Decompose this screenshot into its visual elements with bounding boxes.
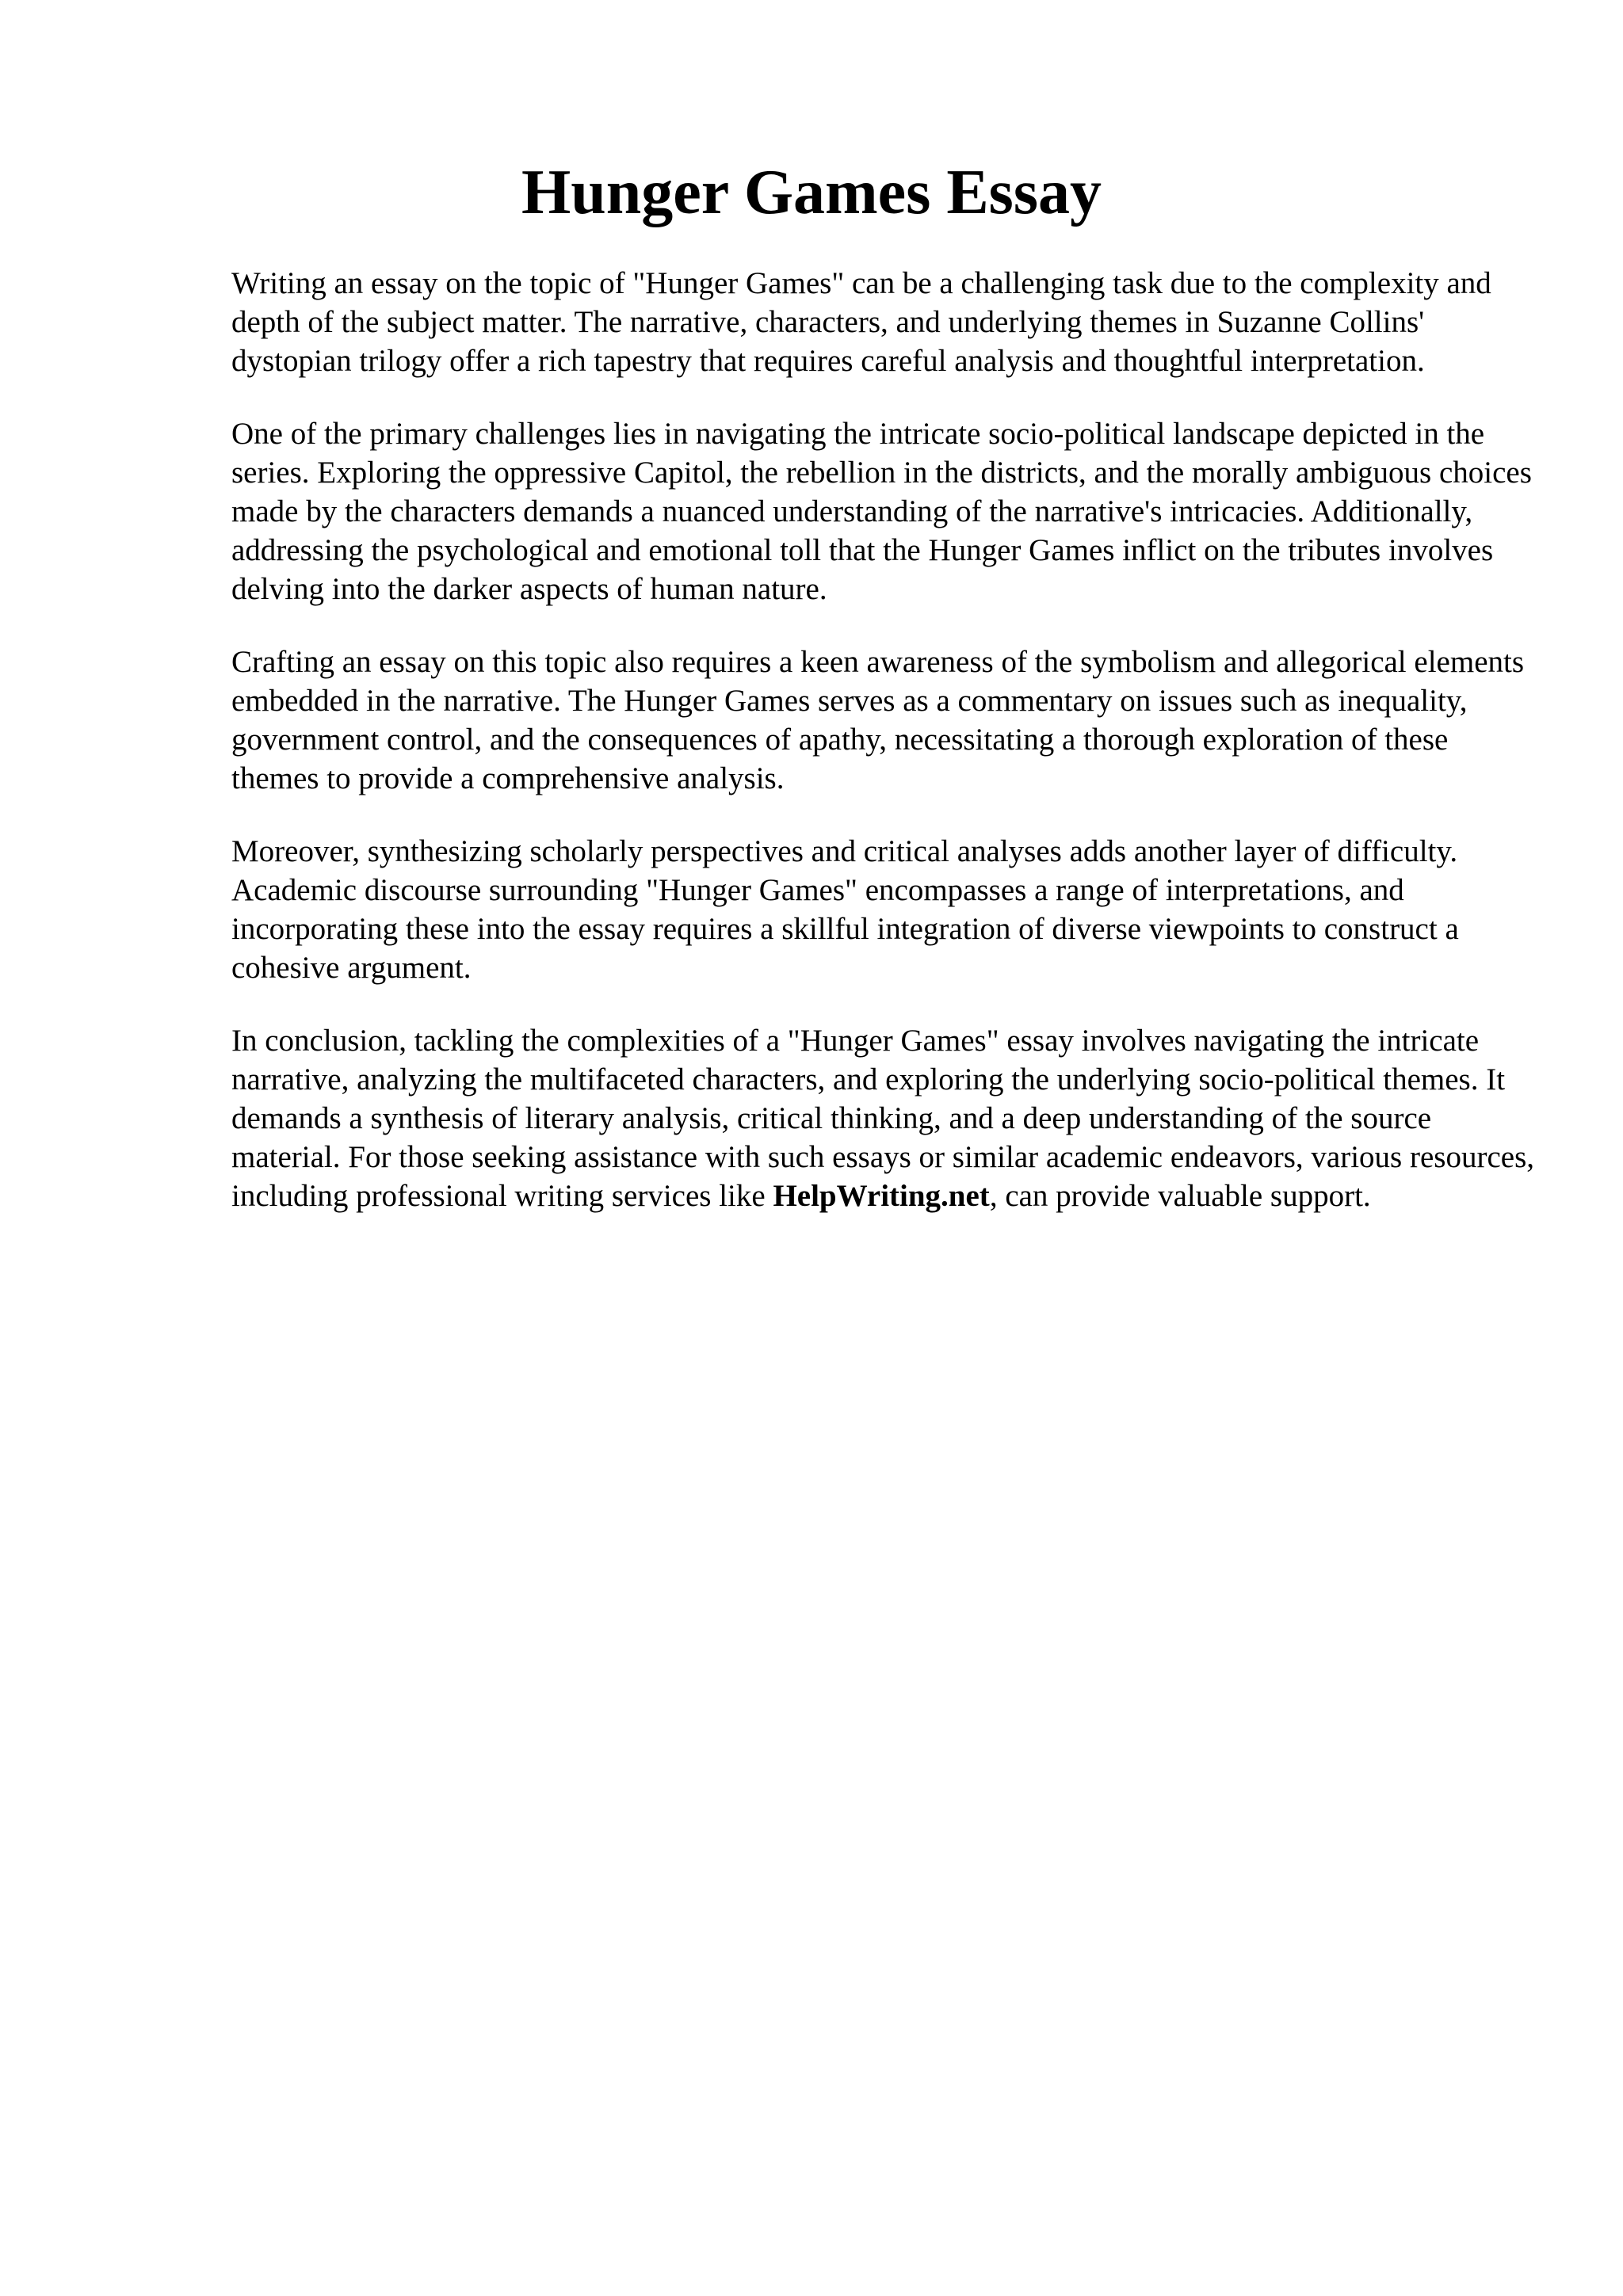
page-title: Hunger Games Essay (521, 158, 1102, 227)
paragraph-scholarly: Moreover, synthesizing scholarly perspectives and critical analyses adds another layer of difficulty. Academic discourse surrounding "Hunger Games" encompasses a range of interpretations, and incorporating these into the essay requires a skillful integration of diverse viewpoints to construct a cohesive argument. (231, 834, 1459, 985)
paragraph-intro: Writing an essay on the topic of "Hunger Games" can be a challenging task due to the complexity and depth of the subject matter. The narrative, characters, and underlying themes in Suzanne Collins' dystopian trilogy offer a rich tapestry that requires careful analysis and thoughtful interpretation. (231, 266, 1491, 378)
paragraph-symbolism: Crafting an essay on this topic also requires a keen awareness of the symbolism and allegorical elements embedded in the narrative. The Hunger Games serves as a commentary on issues such as inequality, government control, and the consequences of apathy, necessitating a thorough exploration of these themes to provide a comprehensive analysis. (231, 645, 1525, 795)
paragraph-conclusion (231, 1021, 1539, 1215)
paragraph-challenges: One of the primary challenges lies in navigating the intricate socio-political landscape depicted in the series. Exploring the oppressive Capitol, the rebellion in the districts, and the morally ambiguous choices made by the characters demands a nuanced understanding of the narrative's intricacies. Additionally, addressing the psychological and emotional toll that the Hunger Games inflict on the tributes involves delving into the darker aspects of human nature. (231, 417, 1532, 606)
essay-body (231, 264, 1539, 1249)
conclusion-suffix: , can provide valuable support. (989, 1179, 1371, 1213)
conclusion-text: In conclusion, tackling the complexities of a "Hunger Games" essay involves navigating the intricate narrative, analyzing the multifaceted characters, and exploring the underlying socio-political themes. It demands a synthesis of literary analysis, critical thinking, and a deep understanding of the source material. For those seeking assistance with such essays or similar academic endeavors, various resources, including professional writing services like (231, 1024, 1534, 1213)
helpwriting-link[interactable]: HelpWriting.net (773, 1179, 990, 1213)
